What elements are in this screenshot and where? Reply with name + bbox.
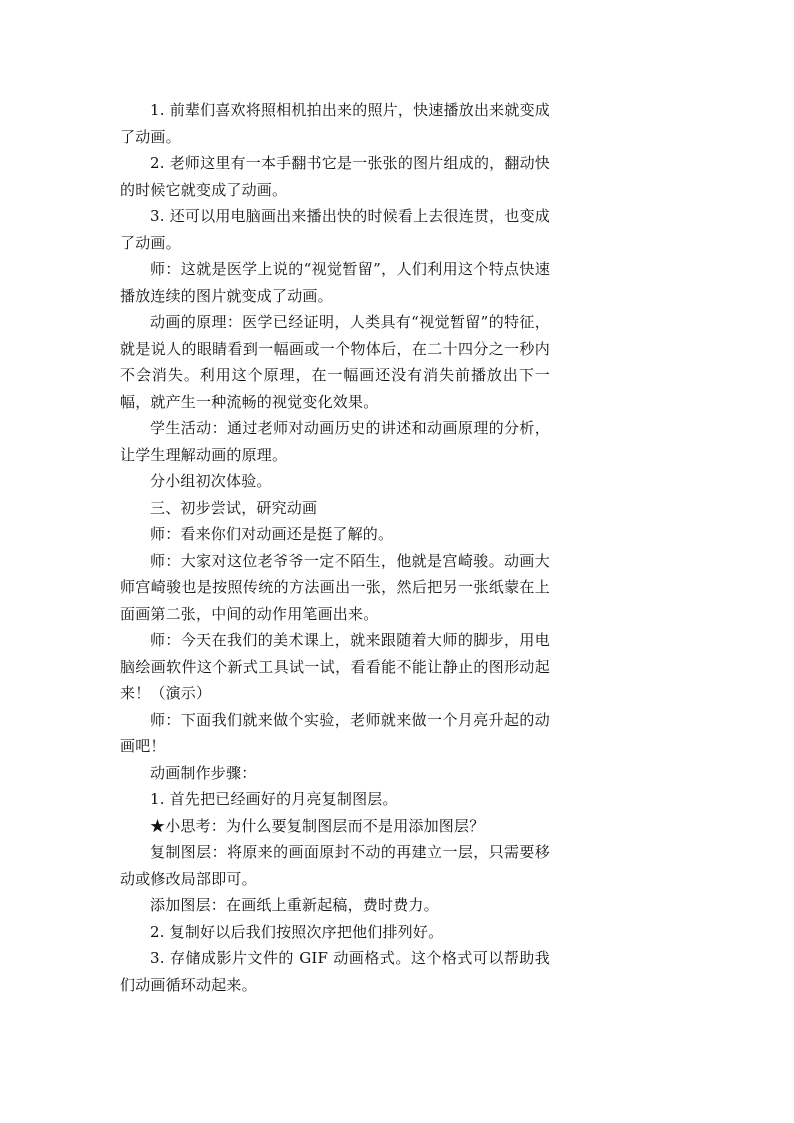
paragraph-step-3: 3. 存储成影片文件的 GIF 动画格式。这个格式可以帮助我们动画循环动起来。 <box>120 949 550 994</box>
section-heading-initial-attempt: 三、初步尝试，研究动画 <box>150 498 318 517</box>
paragraph-method-flipbook: 2. 老师这里有一本手翻书它是一张张的图片组成的，翻动快的时候它就变成了动画。 <box>120 154 550 199</box>
paragraph-step-1: 1. 首先把已经画好的月亮复制图层。 <box>150 790 398 808</box>
paragraph-moon-experiment: 师：下面我们就来做个实验，老师就来做一个月亮升起的动画吧！ <box>120 710 550 755</box>
paragraph-step-2: 2. 复制好以后我们按照次序把他们排列好。 <box>150 922 444 941</box>
paragraph-animation-principle: 动画的原理：医学已经证明，人类具有“视觉暂留”的特征，就是说人的眼睛看到一幅画或一个物体后，在二十四分之一秒内不会消失。利用这个原理，在一幅画还没有消失前播放出下一幅，就产生一种流畅的视觉变化效果。 <box>120 313 550 411</box>
paragraph-miyazaki: 师：大家对这位老爷爷一定不陌生，他就是宫崎骏。动画大师宫崎骏也是按照传统的方法画出一张，然后把另一张纸蒙在上面画第二张，中间的动作用笔画出来。 <box>120 551 550 623</box>
paragraph-method-computer: 3. 还可以用电脑画出来播出快的时候看上去很连贯，也变成了动画。 <box>120 207 550 252</box>
paragraph-thinking-question: ★小思考：为什么要复制图层而不是用添加图层？ <box>150 816 485 835</box>
paragraph-duplicate-layer: 复制图层：将原来的画面原封不动的再建立一层，只需要移动或修改局部即可。 <box>120 843 550 888</box>
paragraph-group-experience: 分小组初次体验。 <box>150 472 272 490</box>
paragraph-add-layer: 添加图层：在画纸上重新起稿，费时费力。 <box>150 896 439 914</box>
document-body <box>120 97 550 998</box>
paragraph-teacher-remark: 师：看来你们对动画还是挺了解的。 <box>150 525 394 543</box>
paragraph-student-activity: 学生活动：通过老师对动画历史的讲述和动画原理的分析，让学生理解动画的原理。 <box>120 419 550 464</box>
paragraph-art-class-demo: 师：今天在我们的美术课上，就来跟随着大师的脚步，用电脑绘画软件这个新式工具试一试，看看能不能让静止的图形动起来！（演示） <box>120 631 550 702</box>
paragraph-persistence-of-vision: 师：这就是医学上说的“视觉暂留”，人们利用这个特点快速播放连续的图片就变成了动画。 <box>120 260 550 305</box>
paragraph-method-photos: 1. 前辈们喜欢将照相机拍出来的照片，快速播放出来就变成了动画。 <box>120 101 550 146</box>
paragraph-steps-heading: 动画制作步骤： <box>150 763 257 782</box>
